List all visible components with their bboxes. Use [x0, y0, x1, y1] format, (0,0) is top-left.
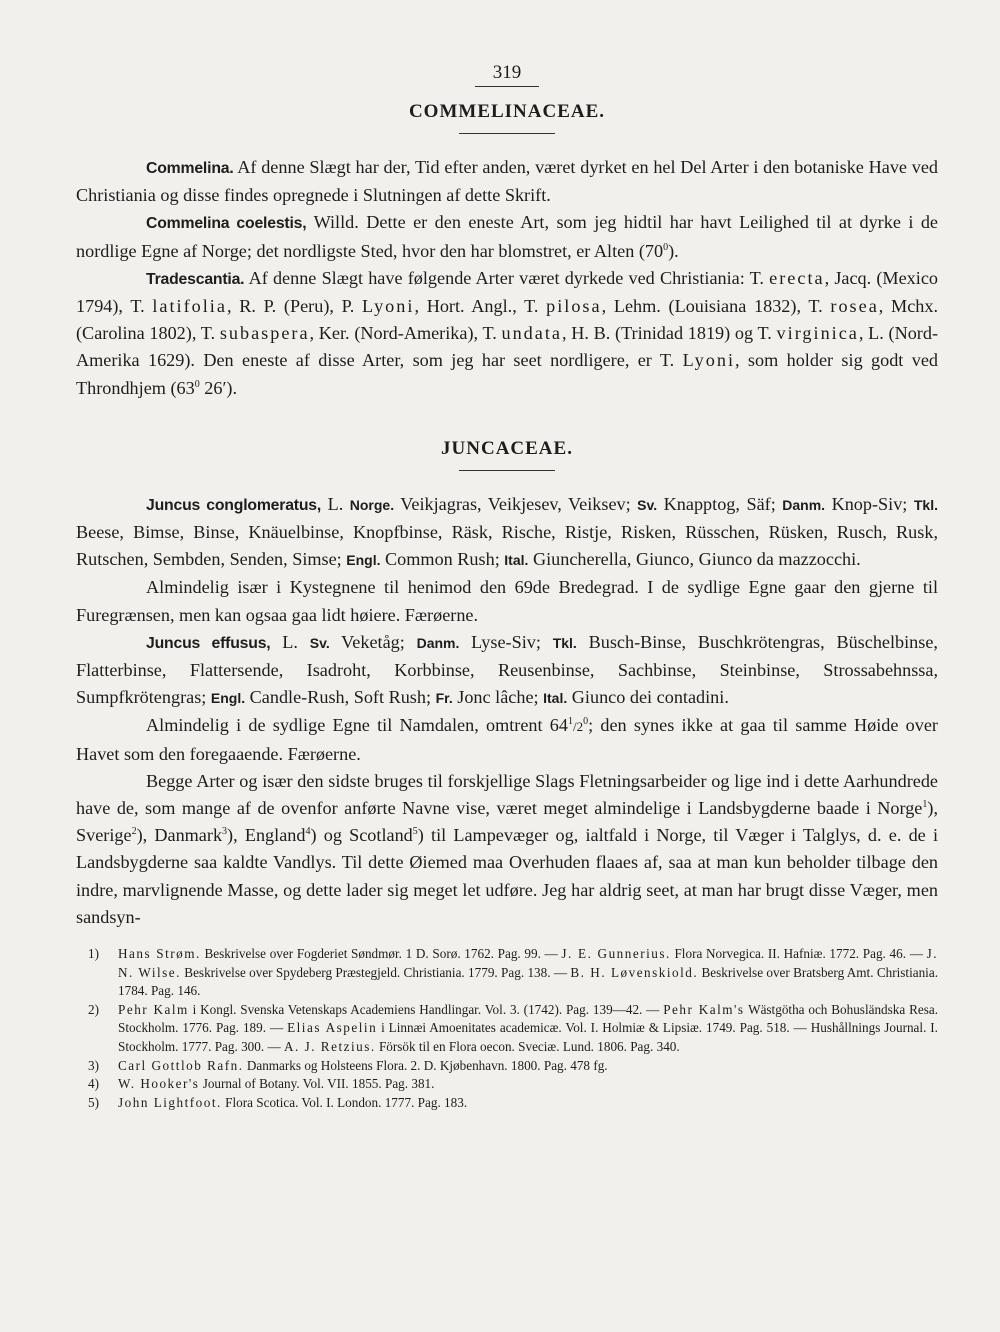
paragraph-text: Almindelig i de sydlige Egne til Namdalen, omtrent 64	[146, 715, 568, 736]
footnote-text: Flora Scotica. Vol. I. London. 1777. Pag. 183.	[221, 1094, 468, 1110]
paragraph-text: , Mchx. (Carolina 1802), T.	[76, 296, 938, 344]
paragraph-text: , Ker. (Nord-Amerika), T.	[309, 323, 502, 344]
paragraph-text: Begge Arter og især den sidste bruges til forskjellige Slags Fletningsarbeider og lige ind i dette Aarhundrede have de, som mange af de ovenfor anførte Navne vise, været meget almindelige i Landsbygderne baade i Norge	[76, 770, 938, 819]
footnote-1	[76, 945, 938, 1001]
author-name: John Lightfoot.	[118, 1094, 222, 1110]
footnote-text: Beskrivelse over Fogderiet Søndmør. 1 D. Sorø. 1762. Pag. 99. —	[200, 946, 562, 962]
paragraph-text: Knop-Siv;	[825, 493, 914, 514]
language-label: Engl.	[210, 690, 246, 707]
paragraph-text: , L. (Nord-Amerika 1629). Den eneste af disse Arter, som jeg har seet nordligere, er T.	[76, 323, 939, 371]
paragraph-commelina	[76, 154, 938, 209]
language-label: Danm.	[782, 496, 826, 513]
paragraph-usage	[76, 768, 938, 931]
author-name: Hans Strøm.	[118, 946, 201, 962]
species-name: Lyoni	[361, 296, 415, 317]
language-label: Danm.	[416, 634, 460, 651]
footnotes	[76, 945, 938, 1112]
paragraph-text: ).	[668, 240, 679, 261]
paragraph-text: Knapptog, Säf;	[657, 493, 783, 514]
page-number-rule	[475, 86, 539, 87]
fraction-numerator: 1	[567, 716, 573, 728]
section-rule	[459, 470, 555, 471]
language-label: Fr.	[435, 690, 453, 707]
paragraph-text: ; den synes ikke at gaa til samme Høide over Havet som den foregaaende. Færøerne.	[76, 715, 938, 764]
paragraph-text: Common Rush;	[380, 549, 505, 570]
paragraph-text: Veketåg;	[329, 631, 417, 652]
paragraph-text: ) til Lampevæger og, ialtfald i Norge, til Væger i Talglys, d. e. de i Landsbygderne saa kaldte Vandlys. Til dette Øiemed maa Overhuden flaaes af, saa at man kun beholder tilbage den indre, marvlignende Masse, og dette lader sig meget let udføre. Jeg har aldrig seet, at man har brugt disse Væger, men sandsyn-	[76, 825, 938, 927]
language-label: Ital.	[504, 552, 529, 569]
footnote-marker: 3)	[88, 1057, 99, 1073]
footnote-marker: 2)	[88, 1001, 99, 1017]
footnote-text: i Linnæi Amoenitates academicæ. Vol. I. Holmiæ & Lipsiæ. 1749. Pag. 518. — Hushållnings Journal. I. Stockholm. 1777. Pag. 300. —	[118, 1020, 938, 1055]
author-name: Carl Gottlob Rafn.	[118, 1057, 244, 1073]
footnote-5	[76, 1094, 938, 1113]
paragraph-commelina-coelestis	[76, 209, 938, 264]
paragraph-text: Veikjagras, Veikjesev, Veiksev;	[394, 493, 638, 514]
footnote-text: Försök til en Flora oecon. Sveciæ. Lund. 1806. Pag. 340.	[375, 1039, 680, 1055]
paragraph-text: Candle-Rush, Soft Rush;	[245, 687, 436, 708]
paragraph-text: ), England	[227, 825, 306, 846]
paragraph-text: ), Sverige	[76, 798, 938, 846]
paragraph-text: Giuncherella, Giunco, Giunco da mazzocchi.	[528, 549, 861, 570]
footnote-text: Journal of Botany. Vol. VII. 1855. Pag. 381.	[199, 1076, 435, 1092]
footnote-ref[interactable]: 2	[131, 826, 137, 838]
paragraph-text: Willd. Dette er den eneste Art, som jeg hidtil har havt Leilighed til at dyrke i de nordlige Egne af Norge; det nordligste Sted, hvor den har blomstret, er Alten (70	[76, 212, 939, 261]
paragraph-text: , H. B. (Trinidad 1819) og T.	[561, 323, 777, 344]
paragraph-text: , Hort. Angl., T.	[414, 296, 547, 317]
species-name: subaspera	[219, 323, 310, 344]
species-name: pilosa	[546, 296, 602, 317]
footnote-ref[interactable]: 3	[222, 826, 228, 838]
section-rule	[459, 133, 555, 134]
paragraph-text: Lyse-Siv;	[459, 631, 553, 652]
paragraph-text: ) og Scotland	[310, 825, 413, 846]
language-label: Tkl.	[552, 634, 577, 651]
species-name: latifolia	[152, 296, 227, 317]
author-name: B. H. Løvenskiold.	[570, 964, 699, 980]
species-name: Lyoni	[682, 350, 736, 371]
language-label: Ital.	[543, 690, 568, 707]
paragraph-text: 26′).	[199, 377, 238, 398]
footnote-marker: 1)	[88, 946, 99, 962]
section-title-commelinaceae: COMMELINACEAE.	[408, 101, 606, 122]
footnote-text: Flora Norvegica. II. Hafniæ. 1772. Pag. 46. —	[670, 946, 927, 962]
footnote-marker: 5)	[88, 1094, 99, 1110]
footnote-text: Beskrivelse over Spydeberg Præstegjeld. Christiania. 1779. Pag. 138. —	[180, 964, 571, 980]
species-name: rosea	[830, 296, 879, 317]
genus-name: Juncus conglomeratus,	[146, 496, 322, 514]
paragraph-text: L.	[321, 493, 350, 514]
paragraph-text: , Lehm. (Louisiana 1832), T.	[601, 296, 831, 317]
paragraph-effusus-distribution	[76, 712, 938, 767]
paragraph-juncus-effusus	[76, 629, 938, 713]
paragraph-text: Giunco dei contadini.	[567, 687, 729, 708]
degree-mark: 0	[194, 378, 200, 390]
species-name: erecta	[769, 267, 825, 288]
page	[76, 62, 938, 1112]
footnote-text: Danmarks og Holsteens Flora. 2. D. Kjøbenhavn. 1800. Pag. 478 fg.	[243, 1057, 608, 1073]
paragraph-text: , som holder sig godt ved Throndhjem (63	[76, 350, 938, 398]
paragraph-conglomeratus-distribution: Almindelig især i Kystegnene til henimod den 69de Bredegrad. I de sydlige Egne gaar den gjerne til Furegrænsen, men kan ogsaa gaa lidt høiere. Færøerne.	[76, 577, 938, 625]
genus-name: Commelina coelestis,	[146, 215, 307, 233]
author-name: A. J. Retzius.	[283, 1039, 376, 1055]
paragraph-text: ), Danmark	[136, 825, 223, 846]
paragraph-text: Jonc lâche;	[452, 687, 544, 708]
author-name: Elias Aspelin	[287, 1020, 378, 1036]
paragraph-text: , R. P. (Peru), P.	[226, 296, 362, 317]
paragraph-tradescantia	[76, 265, 938, 402]
fraction-denominator: /2	[572, 719, 584, 735]
species-name: virginica	[776, 323, 859, 344]
genus-name: Juncus effusus,	[146, 634, 271, 652]
degree-mark: 0	[663, 241, 669, 253]
language-label: Tkl.	[913, 496, 938, 513]
genus-name: Tradescantia.	[146, 270, 245, 288]
footnote-text: i Kongl. Svenska Vetenskaps Academiens Handlingar. Vol. 3. (1742). Pag. 139—42. —	[188, 1001, 664, 1017]
footnote-2	[76, 1001, 938, 1057]
footnote-4	[76, 1075, 938, 1094]
paragraph-juncus-conglomeratus	[76, 491, 938, 575]
paragraph-text: L.	[270, 631, 310, 652]
paragraph-text: Af denne Slægt har der, Tid efter anden, været dyrket en hel Del Arter i den botaniske Have ved Christiania og disse findes opregnede i Slutningen af dette Skrift.	[76, 157, 938, 206]
footnote-ref[interactable]: 1	[922, 799, 928, 810]
paragraph-text: Af denne Slægt have følgende Arter været dyrkede ved Christiania: T.	[244, 267, 770, 288]
footnote-ref[interactable]: 5	[412, 826, 418, 838]
author-name: Pehr Kalm	[118, 1001, 189, 1017]
page-number: 319	[492, 62, 522, 83]
paragraph-text: Busch-Binse, Buschkrötengras, Büschelbinse, Flatterbinse, Flattersende, Isadroht, Korbbinse, Reusenbinse, Sachbinse, Steinbinse, Strossabehnssa, Sumpfkrötengras;	[76, 631, 938, 708]
section-title-juncaceae: JUNCACEAE.	[441, 437, 573, 459]
degree-mark: 0	[583, 716, 589, 728]
author-name: J. N. Wilse.	[118, 946, 938, 980]
paragraph-text: , Jacq. (Mexico 1794), T.	[76, 267, 938, 317]
footnote-text: Beskrivelse over Bratsberg Amt. Christiania. 1784. Pag. 146.	[118, 964, 938, 999]
footnote-ref[interactable]: 4	[305, 826, 311, 838]
author-name: J. E. Gunnerius.	[561, 946, 671, 962]
paragraph-text: Beese, Bimse, Binse, Knäuelbinse, Knopfbinse, Räsk, Rische, Ristje, Risken, Rüsschen, Rüsken, Rusch, Rusk, Rutschen, Sembden, Senden, Simse;	[76, 522, 938, 570]
language-label: Sv.	[637, 496, 658, 513]
genus-name: Commelina.	[146, 160, 234, 177]
author-name: Pehr Kalm's	[663, 1001, 745, 1017]
footnote-marker: 4)	[88, 1076, 99, 1092]
author-name: W. Hooker's	[118, 1076, 200, 1092]
language-label: Engl.	[346, 552, 381, 569]
language-label: Norge.	[349, 496, 395, 513]
footnote-text: Wästgötha och Bohusländska Resa. Stockholm. 1776. Pag. 189. —	[118, 1001, 938, 1036]
footnote-3	[76, 1057, 938, 1076]
species-name: undata	[501, 323, 562, 344]
language-label: Sv.	[309, 634, 330, 651]
